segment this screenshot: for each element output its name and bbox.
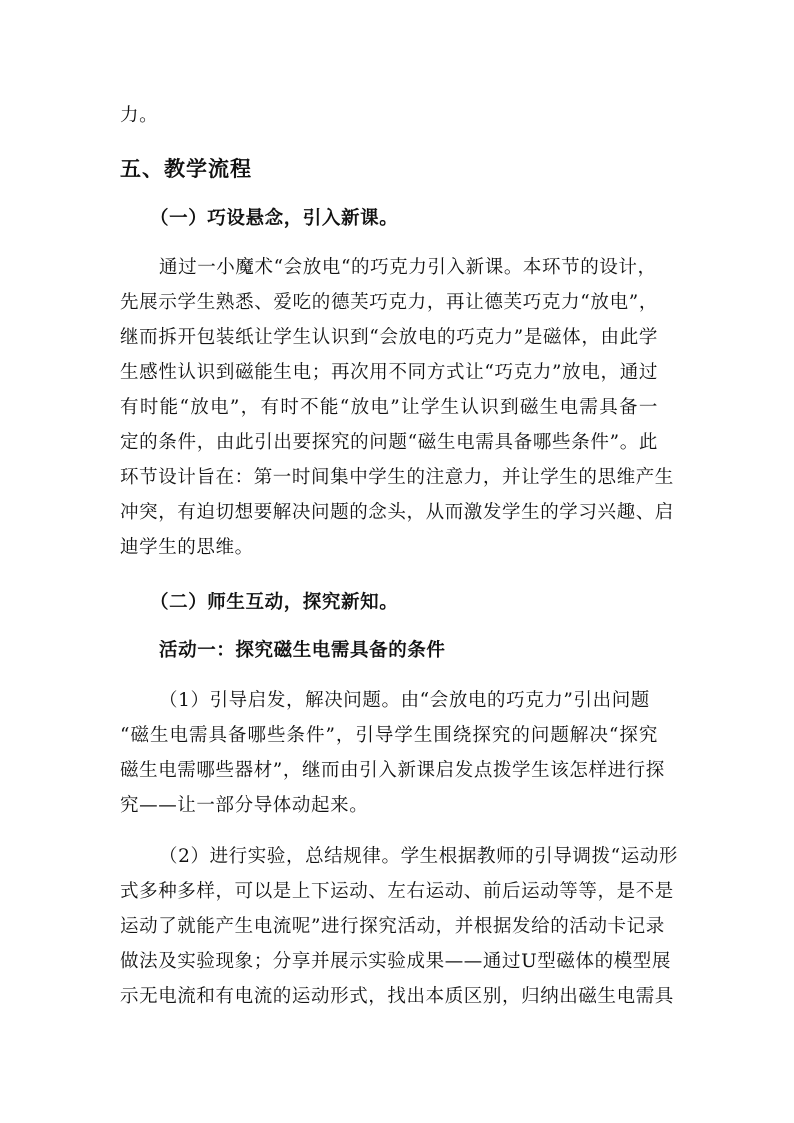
part2-para1-line: （1）引导启发，解决问题。由“会放电的巧克力”引出问题 [159, 690, 650, 711]
part2-para1-line: “磁生电需具备哪些条件”，引导学生围绕探究的问题解决“探究 [120, 725, 658, 746]
part2-para2-line: 做法及实验现象；分享并展示实验成果——通过U型磁体的模型展 [120, 951, 671, 972]
part1-line: 环节设计旨在：第一时间集中学生的注意力，并让学生的思维产生 [120, 467, 674, 488]
intro-tail-text: 力。 [120, 105, 159, 126]
part2-para2-line: （2）进行实验，总结规律。学生根据教师的引导调拨“运动形 [159, 846, 679, 867]
part1-line: 迪学生的思维。 [120, 537, 254, 558]
part1-line: 有时能“放电”，有时不能“放电”让学生认识到磁生电需具备一 [120, 397, 658, 418]
part1-line: 生感性认识到磁能生电；再次用不同方式让“巧克力”放电，通过 [120, 362, 658, 383]
part1-line: 冲突，有迫切想要解决问题的念头，从而激发学生的学习兴趣、启 [120, 502, 674, 523]
part2-para1-line: 磁生电需哪些器材”，继而由引入新课启发点拨学生该怎样进行探 [120, 760, 665, 781]
activity-heading: 活动一：探究磁生电需具备的条件 [159, 640, 446, 661]
part2-para2-line: 式多种多样，可以是上下运动、左右运动、前后运动等等，是不是 [120, 881, 674, 902]
part2-para2-line: 运动了就能产生电流呢”进行探究活动，并根据发给的活动卡记录 [120, 916, 665, 937]
section-heading: 五、教学流程 [120, 157, 252, 181]
part2-heading: （二）师生互动，探究新知。 [150, 592, 399, 613]
part1-line: 继而拆开包装纸让学生认识到“会放电的巧克力”是磁体，由此学 [120, 327, 658, 348]
part1-line: 定的条件，由此引出要探究的问题“磁生电需具备哪些条件”。此 [120, 432, 658, 453]
part1-line: 先展示学生熟悉、爱吃的德芙巧克力，再让德芙巧克力“放电”， [120, 292, 658, 313]
part2-para2-line: 示无电流和有电流的运动形式，找出本质区别，归纳出磁生电需具 [120, 986, 674, 1007]
part1-line: 通过一小魔术“会放电“的巧克力引入新课。本环节的设计， [159, 257, 657, 278]
part2-para1-line: 究——让一部分导体动起来。 [120, 795, 369, 816]
part1-heading: （一）巧设悬念，引入新课。 [150, 208, 399, 229]
